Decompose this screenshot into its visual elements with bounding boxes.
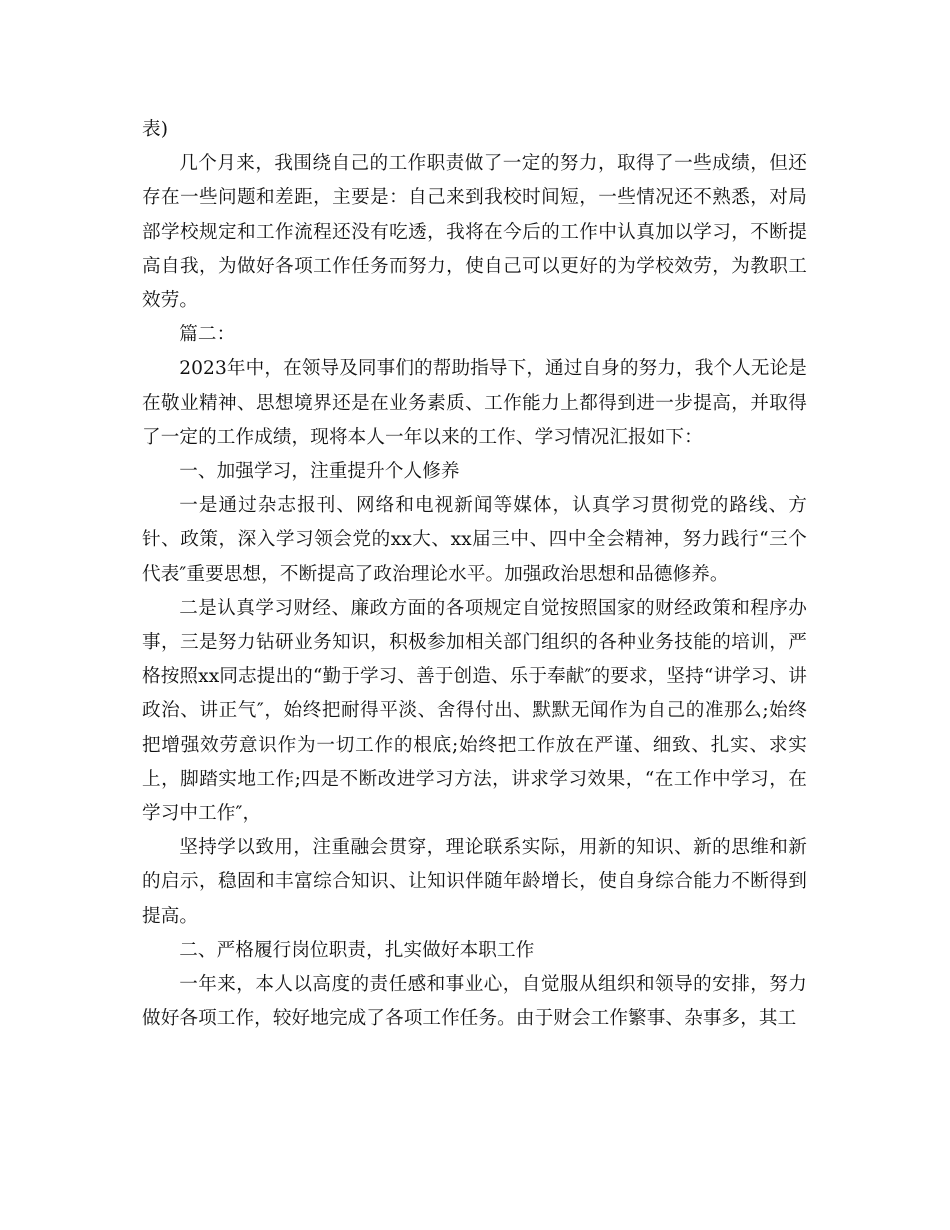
section-heading-part-two: 篇二： [179,324,236,346]
paragraph-7: 一年来，本人以高度的责任感和事业心，自觉服从组织和领导的安排，努力做好各项工作，较好地完成了各项工作任务。由于财会工作繁事、杂事多，其工 [142,974,807,1030]
section-heading-2: 二、严格履行岗位职责，扎实做好本职工作 [179,939,535,961]
paragraph-4: 一是通过杂志报刊、网络和电视新闻等媒体，认真学习贯彻党的路线、方针、政策，深入学习领会党的xx大、xx届三中、四中全会精神，努力践行“三个代表″重要思想，不断提高了政治理论水平。加强政治思想和品德修养。 [142,495,807,585]
paragraph-2: 几个月来，我围绕自己的工作职责做了一定的努力，取得了一些成绩，但还存在一些问题和差距，主要是：自己来到我校时间短，一些情况还不熟悉，对局部学校规定和工作流程还没有吃透，我将在今后的工作中认真加以学习，不断提高自我，为做好各项工作任务而努力，使自己可以更好的为学校效劳，为教职工效劳。 [142,153,807,312]
paragraph-1: 表) [142,119,169,140]
paragraph-6: 坚持学以致用，注重融会贯穿，理论联系实际，用新的知识、新的思维和新的启示，稳固和丰富综合知识、让知识伴随年龄增长，使自身综合能力不断得到提高。 [142,837,807,927]
paragraph-5: 二是认真学习财经、廉政方面的各项规定自觉按照国家的财经政策和程序办事，三是努力钻研业务知识，积极参加相关部门组织的各种业务技能的培训，严格按照xx同志提出的“勤于学习、善于创造、乐于奉献″的要求，坚持“讲学习、讲政治、讲正气″，始终把耐得平淡、舍得付出、默默无闻作为自己的准那么;始终把增强效劳意识作为一切工作的根底;始终把工作放在严谨、细致、扎实、求实上，脚踏实地工作;四是不断改进学习方法，讲求学习效果，“在工作中学习，在学习中工作″， [142,597,807,825]
paragraph-3: 2023年中，在领导及同事们的帮助指导下，通过自身的努力，我个人无论是在敬业精神、思想境界还是在业务素质、工作能力上都得到进一步提高，并取得了一定的工作成绩，现将本人一年以来的工作、学习情况汇报如下： [142,358,807,448]
document-body [142,113,807,1036]
section-heading-1: 一、加强学习，注重提升个人修养 [179,461,460,483]
